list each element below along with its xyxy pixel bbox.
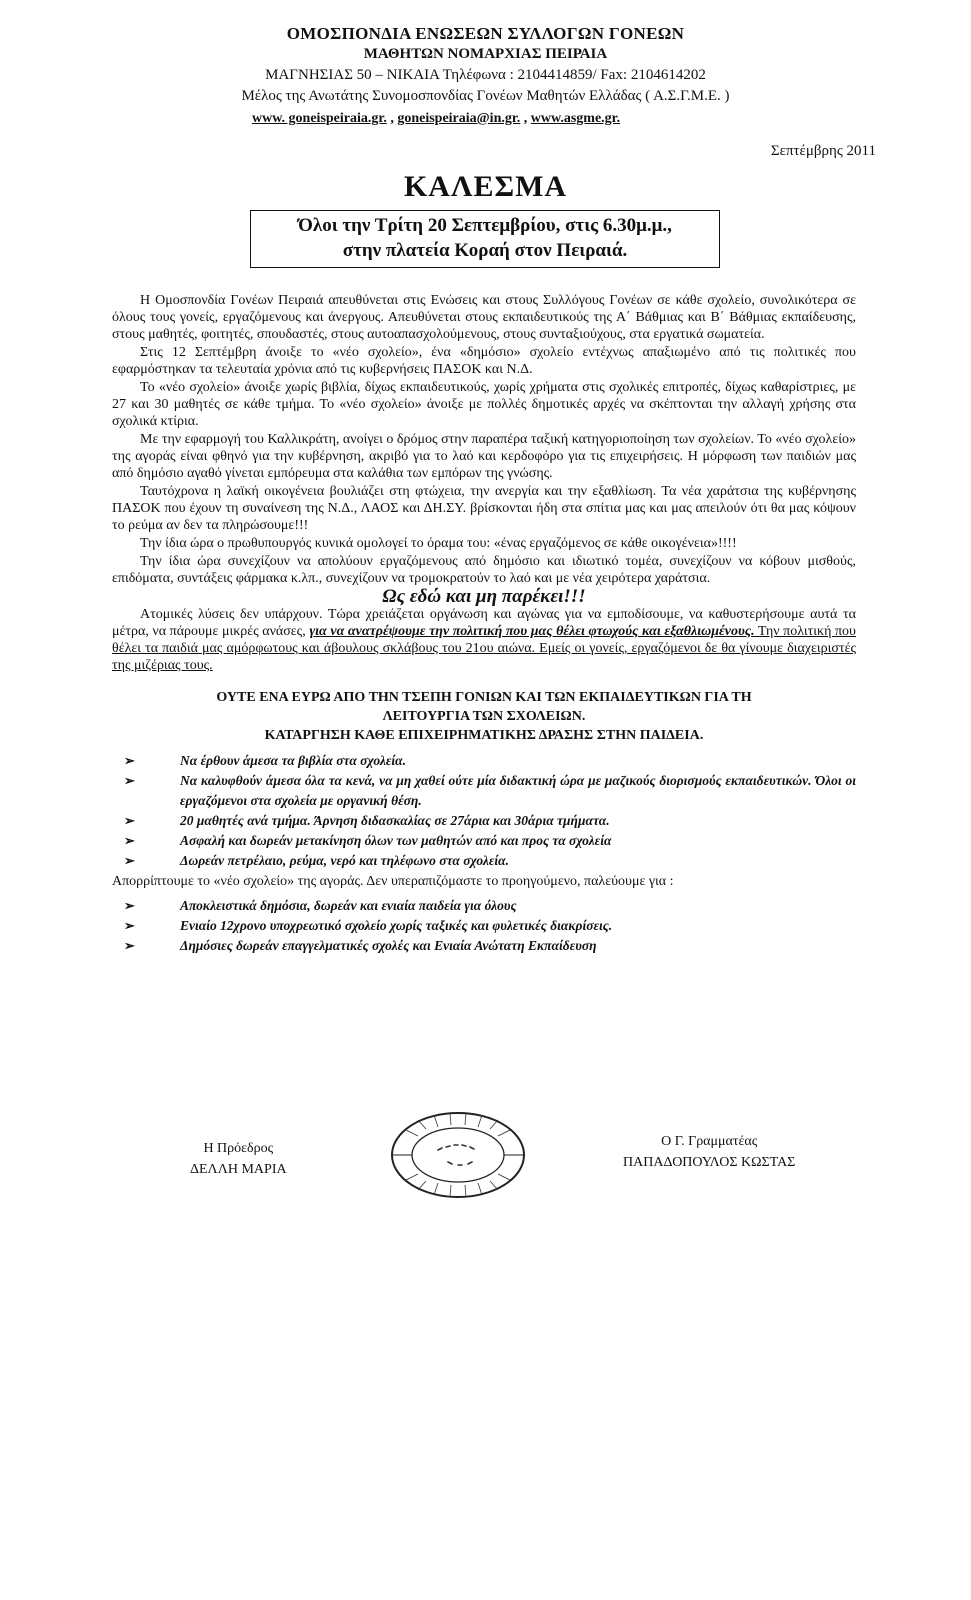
asgme-link[interactable]: www.asgme.gr. <box>530 111 621 126</box>
paragraph: Στις 12 Σεπτέμβρη άνοιξε το «νέο σχολείο», ένα «δημόσιο» σχολείο εντέχνως απαξιωμένο από τις πολιτικές που εφαρμόστηκαν τα τελευταία χρόνια από τις κυβερνήσεις ΠΑΣΟΚ και Ν.Δ. <box>112 345 856 377</box>
demands-heading: ΟΥΤΕ ΕΝΑ ΕΥΡΩ ΑΠΟ ΤΗΝ ΤΣΕΠΗ ΓΟΝΙΩΝ ΚΑΙ ΤΩΝ ΕΚΠΑΙΔΕΥΤΙΚΩΝ ΓΙΑ ΤΗ ΛΕΙΤΟΥΡΓΙΑ ΤΩΝ ΣΧΟΛΕΙΩΝ. ΚΑΤΑΡΓΗΣΗ ΚΑΘΕ ΕΠΙΧΕΙΡΗΜΑΤΙΚΗΣ ΔΡΑΣΗΣ ΣΤΗΝ ΠΑΙΔΕΙΑ. <box>216 690 752 743</box>
list-item: ➢ 20 μαθητές ανά τμήμα. Άρνηση διδασκαλίας σε 27άρια και 30άρια τμήματα. <box>112 811 856 831</box>
website-link[interactable]: www. goneispeiraia.gr. <box>252 111 387 126</box>
paragraph: Την ίδια ώρα ο πρωθυπουργός κυνικά ομολογεί το όραμα του: «ένας εργαζόμενος σε κάθε οικογένεια»!!!! <box>140 536 737 551</box>
slogan: Ως εδώ και μη παρέκει!!! <box>382 586 586 607</box>
paragraph: Την ίδια ώρα συνεχίζουν να απολύουν εργαζόμενους από δημόσιο και ιδιωτικό τομέα, συνεχίζουν να κόβουν μισθούς, επιδόματα, συντάξεις φάρμακα κ.λπ., συνεχίζουν να τρομοκρατούν το λαό και με νέα χειρότερα χαράτσια. <box>112 554 856 586</box>
paragraph: Απορρίπτουμε το «νέο σχολείο» της αγοράς. Δεν υπεραπιζόμαστε το προηγούμενο, παλεύουμε για : <box>112 874 674 889</box>
email-link[interactable]: goneispeiraia@in.gr. <box>397 111 521 126</box>
demands-list <box>112 751 856 871</box>
document-title: ΚΑΛΕΣΜΑ <box>403 170 568 203</box>
paragraph: Ταυτόχρονα η λαϊκή οικογένεια βουλιάζει στη φτώχεια, την ανεργία και την εξαθλίωση. Τα νέα χαράτσια της κυβέρνησης ΠΑΣΟΚ που έχουν τη συναίνεση της Ν.Δ., ΛΑΟΣ και ΔΗ.ΣΥ. βρίσκονται ήδη στα σπίτια μας και μας απειλούν ότι θα μας κόψουν το ρεύμα αν δεν τα πληρώσουμε!!! <box>112 484 856 533</box>
signature-name: ΔΕΛΛΗ ΜΑΡΙΑ <box>190 1162 287 1177</box>
paragraph: Ατομικές λύσεις δεν υπάρχουν. Τώρα χρειάζεται οργάνωση και αγώνας για να εμποδίσουμε, να καθυστερήσουμε αυτά τα μέτρα, να πάρουμε μικρές ανάσες, για να ανατρέψουμε την πολιτική που μας θέλει φτωχούς και εξαθλιωμένους. Την πολιτική που θέλει τα παιδιά μας αμόρφωτους και άβουλους σκλάβους του 21ου αιώνα. Εμείς οι γονείς, εργαζόμενοι δε θα γίνουμε διαχειριστές της μιζέριας τους. <box>112 607 856 673</box>
list-item: ➢ Δημόσιες δωρεάν επαγγελματικές σχολές και Ενιαία Ανώτατη Εκπαίδευση <box>112 936 856 956</box>
arrow-bullet-icon: ➢ <box>124 938 135 953</box>
paragraph: Το «νέο σχολείο» άνοιξε χωρίς βιβλία, δίχως εκπαιδευτικούς, χωρίς χρήματα στις σχολικές επιτροπές, δίχως καθαρίστριες, με 27 και 30 μαθητές σε κάθε τμήμα. Το «νέο σχολείο» άνοιξε με πολλές δημοτικές αρχές να σκέπτονται την αλλαγή χρήσης στα σχολικά κτίρια. <box>112 380 856 429</box>
list-item: ➢ Ασφαλή και δωρεάν μετακίνηση όλων των μαθητών από και προς τα σχολεία <box>112 831 856 851</box>
president-signature <box>190 1138 287 1180</box>
underlined-phrase: Την πολιτική που θέλει τα παιδιά μας αμόρφωτους και άβουλους σκλάβους του 21ου αιώνα. Εμείς οι γονείς, εργαζόμενοι δε θα γίνουμε διαχειριστές της μιζέριας τους. <box>112 624 856 673</box>
signature-role: Η Πρόεδρος <box>203 1141 274 1156</box>
goals-list <box>112 896 856 956</box>
contact-links: www. goneispeiraia.gr. , goneispeiraia@in.gr. , www.asgme.gr. <box>252 111 621 126</box>
paragraph: Η Ομοσπονδία Γονέων Πειραιά απευθύνεται στις Ενώσεις και στους Συλλόγους Γονέων σε κάθε σχολείο, συνολικότερα σε όλους τους γονείς, εργαζόμενους και άνεργους. Απευθύνεται στους εκπαιδευτικούς της Α΄ Βάθμιας και Β΄ Βάθμιας εκπαίδευσης, στους μαθητές, φοιτητές, σπουδαστές, στους αυτοαπασχολούμενους, στους συνταξιούχους, στα εργατικά σωματεία. <box>112 293 856 342</box>
list-item: ➢ Να καλυφθούν άμεσα όλα τα κενά, να μη χαθεί ούτε μία διδακτική ώρα με μαζικούς διορισμούς εκπαιδευτικών. Όλοι οι εργαζόμενοι στα σχολεία με οργανική θέση. <box>124 773 856 808</box>
event-when: Όλοι την Τρίτη 20 Σεπτεμβρίου, στις 6.30μ.μ., <box>298 215 672 236</box>
event-box <box>250 210 720 268</box>
paragraph: Με την εφαρμογή του Καλλικράτη, ανοίγει ο δρόμος στην παραπέρα ταξική κατηγοριοποίηση των σχολείων. Το «νέο σχολείο» της αγοράς είναι φθηνό για την κυβέρνηση, ακριβό για το λαό και κερδοφόρο για τις επιχειρήσεις. Η μόρφωση των παιδιών μας από δημόσιο αγαθό γίνεται εμπόρευμα στα καλάθια των εμπόρων της γνώσης. <box>112 432 856 481</box>
org-membership: Μέλος της Ανωτάτης Συνομοσπονδίας Γονέων Μαθητών Ελλάδας ( Α.Σ.Γ.Μ.Ε. ) <box>241 88 730 104</box>
signature-name: ΠΑΠΑΔΟΠΟΥΛΟΣ ΚΩΣΤΑΣ <box>623 1155 796 1170</box>
document-date: Σεπτέμβρης 2011 <box>770 143 876 159</box>
signature-role: Ο Γ. Γραμματέας <box>661 1134 758 1149</box>
secretary-signature <box>623 1131 795 1173</box>
list-item: ➢ Δωρεάν πετρέλαιο, ρεύμα, νερό και τηλέφωνο στα σχολεία. <box>112 851 856 871</box>
list-item: ➢ Να έρθουν άμεσα τα βιβλία στα σχολεία. <box>112 751 856 771</box>
arrow-bullet-icon: ➢ <box>124 753 135 768</box>
official-stamp-icon <box>388 1110 528 1200</box>
arrow-bullet-icon: ➢ <box>124 813 135 828</box>
org-address: ΜΑΓΝΗΣΙΑΣ 50 – ΝΙΚΑΙΑ Τηλέφωνα : 2104414859/ Fax: 2104614202 <box>265 67 706 83</box>
arrow-bullet-icon: ➢ <box>124 918 135 933</box>
arrow-bullet-icon: ➢ <box>124 773 135 788</box>
list-item: ➢ Αποκλειστικά δημόσια, δωρεάν και ενιαία παιδεία για όλους <box>112 896 856 916</box>
document-body <box>112 292 856 956</box>
arrow-bullet-icon: ➢ <box>124 853 135 868</box>
arrow-bullet-icon: ➢ <box>124 833 135 848</box>
org-name-line1: ΟΜΟΣΠΟΝΔΙΑ ΕΝΩΣΕΩΝ ΣΥΛΛΟΓΩΝ ΓΟΝΕΩΝ <box>286 24 685 43</box>
arrow-bullet-icon: ➢ <box>124 898 135 913</box>
event-where: στην πλατεία Κοραή στον Πειραιά. <box>342 240 628 261</box>
org-name-line2: ΜΑΘΗΤΩΝ ΝΟΜΑΡΧΙΑΣ ΠΕΙΡΑΙΑ <box>363 46 608 62</box>
list-item: ➢ Ενιαίο 12χρονο υποχρεωτικό σχολείο χωρίς ταξικές και φυλετικές διακρίσεις. <box>112 916 856 936</box>
underlined-phrase: για να ανατρέψουμε την πολιτική που μας θέλει φτωχούς και εξαθλιωμένους. <box>309 624 755 639</box>
